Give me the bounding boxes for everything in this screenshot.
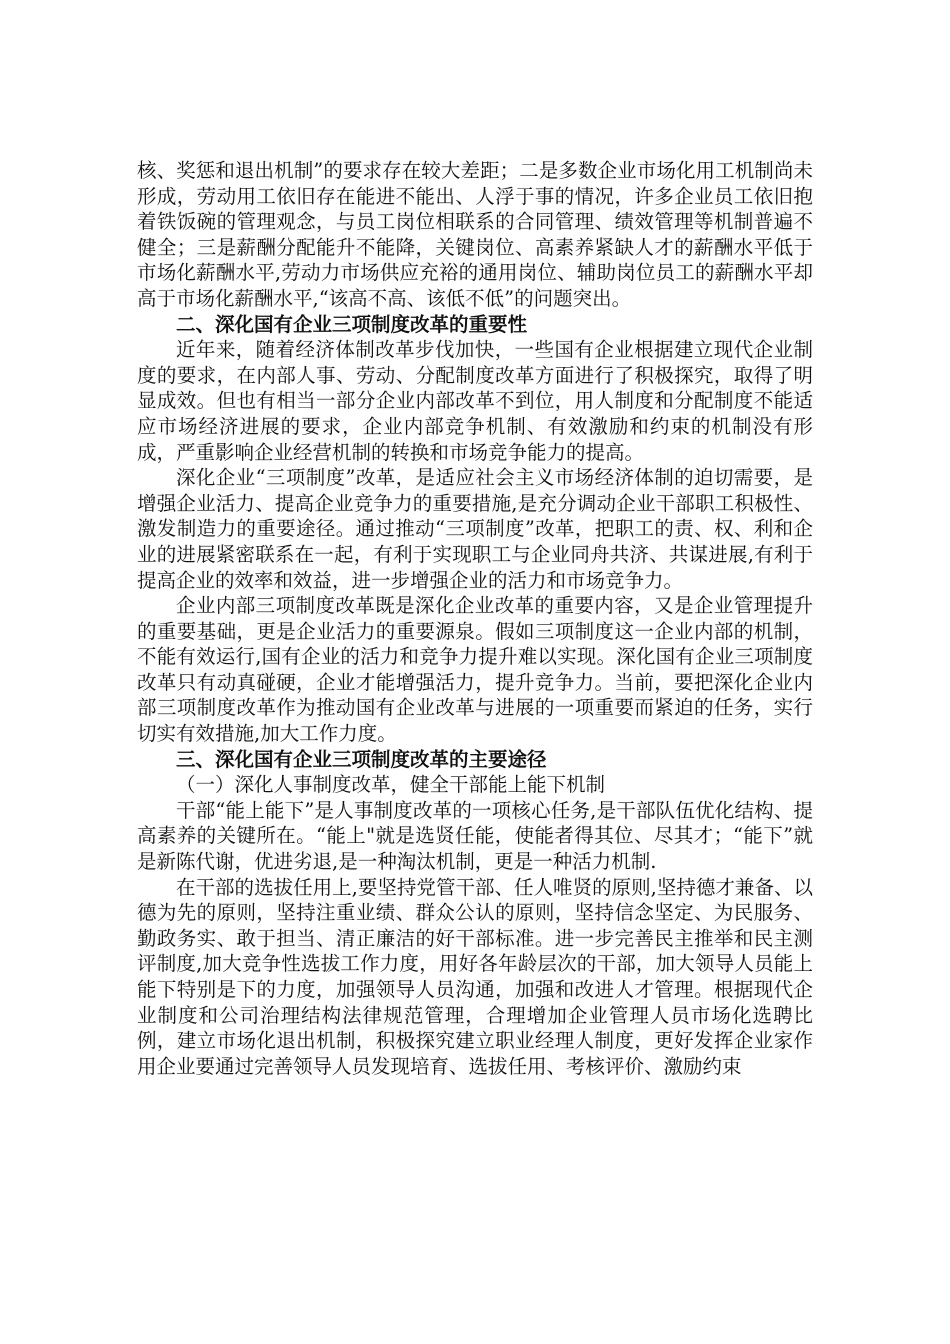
paragraph: 深化企业“三项制度”改革，是适应社会主义市场经济体制的迫切需要，是增强企业活力、提高企业竞争力的重要措施,是充分调动企业干部职工积极性、激发制造力的重要途径。通过推动“三项制度”改革，把职工的责、权、利和企业的进展紧密联系在一起，有利于实现职工与企业同舟共济、共谋进展,有利于提高企业的效率和效益，进一步增强企业的活力和市场竞争力。 [137,466,813,592]
paragraph-continuation: 核、奖惩和退出机制”的要求存在较大差距；二是多数企业市场化用工机制尚未形成，劳动用工依旧存在能进不能出、人浮于事的情况，许多企业员工依旧抱着铁饭碗的管理观念，与员工岗位相联系的合同管理、绩效管理等机制普遍不健全；三是薪酬分配能升不能降，关键岗位、高素养紧缺人才的薪酬水平低于市场化薪酬水平,劳动力市场供应充裕的通用岗位、辅助岗位员工的薪酬水平却高于市场化薪酬水平,“该高不高、该低不低”的问题突出。 [137,159,813,310]
section-heading-3: 三、深化国有企业三项制度改革的主要途径 [176,747,547,771]
section-heading-2: 二、深化国有企业三项制度改革的重要性 [176,312,528,336]
paragraph: 干部“能上能下”是人事制度改革的一项核心任务,是干部队伍优化结构、提高素养的关键所在。“能上"就是选贤任能，使能者得其位、尽其才；“能下”就是新陈代谢，优进劣退,是一种淘汰机制，更是一种活力机制. [137,798,813,874]
subsection-heading-1: （一）深化人事制度改革，健全干部能上能下机制 [176,773,606,797]
document-page [137,158,813,1079]
paragraph: 企业内部三项制度改革既是深化企业改革的重要内容，又是企业管理提升的重要基础，更是企业活力的重要源泉。假如三项制度这一企业内部的机制，不能有效运行,国有企业的活力和竞争力提升难以实现。深化国有企业三项制度改革只有动真碰硬，企业才能增强活力，提升竞争力。当前，要把深化企业内部三项制度改革作为推动国有企业改革与进展的一项重要而紧迫的任务，实行切实有效措施,加大工作力度。 [137,594,813,746]
paragraph: 在干部的选拔任用上,要坚持党管干部、任人唯贤的原则,坚持德才兼备、以德为先的原则，坚持注重业绩、群众公认的原则，坚持信念坚定、为民服务、勤政务实、敢于担当、清正廉洁的好干部标准。进一步完善民主推举和民主测评制度,加大竞争性选拔工作力度，用好各年龄层次的干部，加大领导人员能上能下特别是下的力度，加强领导人员沟通，加强和改进人才管理。根据现代企业制度和公司治理结构法律规范管理，合理增加企业管理人员市场化选聘比例，建立市场化退出机制，积极探究建立职业经理人制度，更好发挥企业家作用企业要通过完善领导人员发现培育、选拔任用、考核评价、激励约束 [137,875,813,1078]
paragraph: 近年来，随着经济体制改革步伐加快，一些国有企业根据建立现代企业制度的要求，在内部人事、劳动、分配制度改革方面进行了积极探究，取得了明显成效。但也有相当一部分企业内部改革不到位，用人制度和分配制度不能适应市场经济进展的要求，企业内部竞争机制、有效激励和约束的机制没有形成，严重影响企业经营机制的转换和市场竞争能力的提高。 [137,338,813,464]
